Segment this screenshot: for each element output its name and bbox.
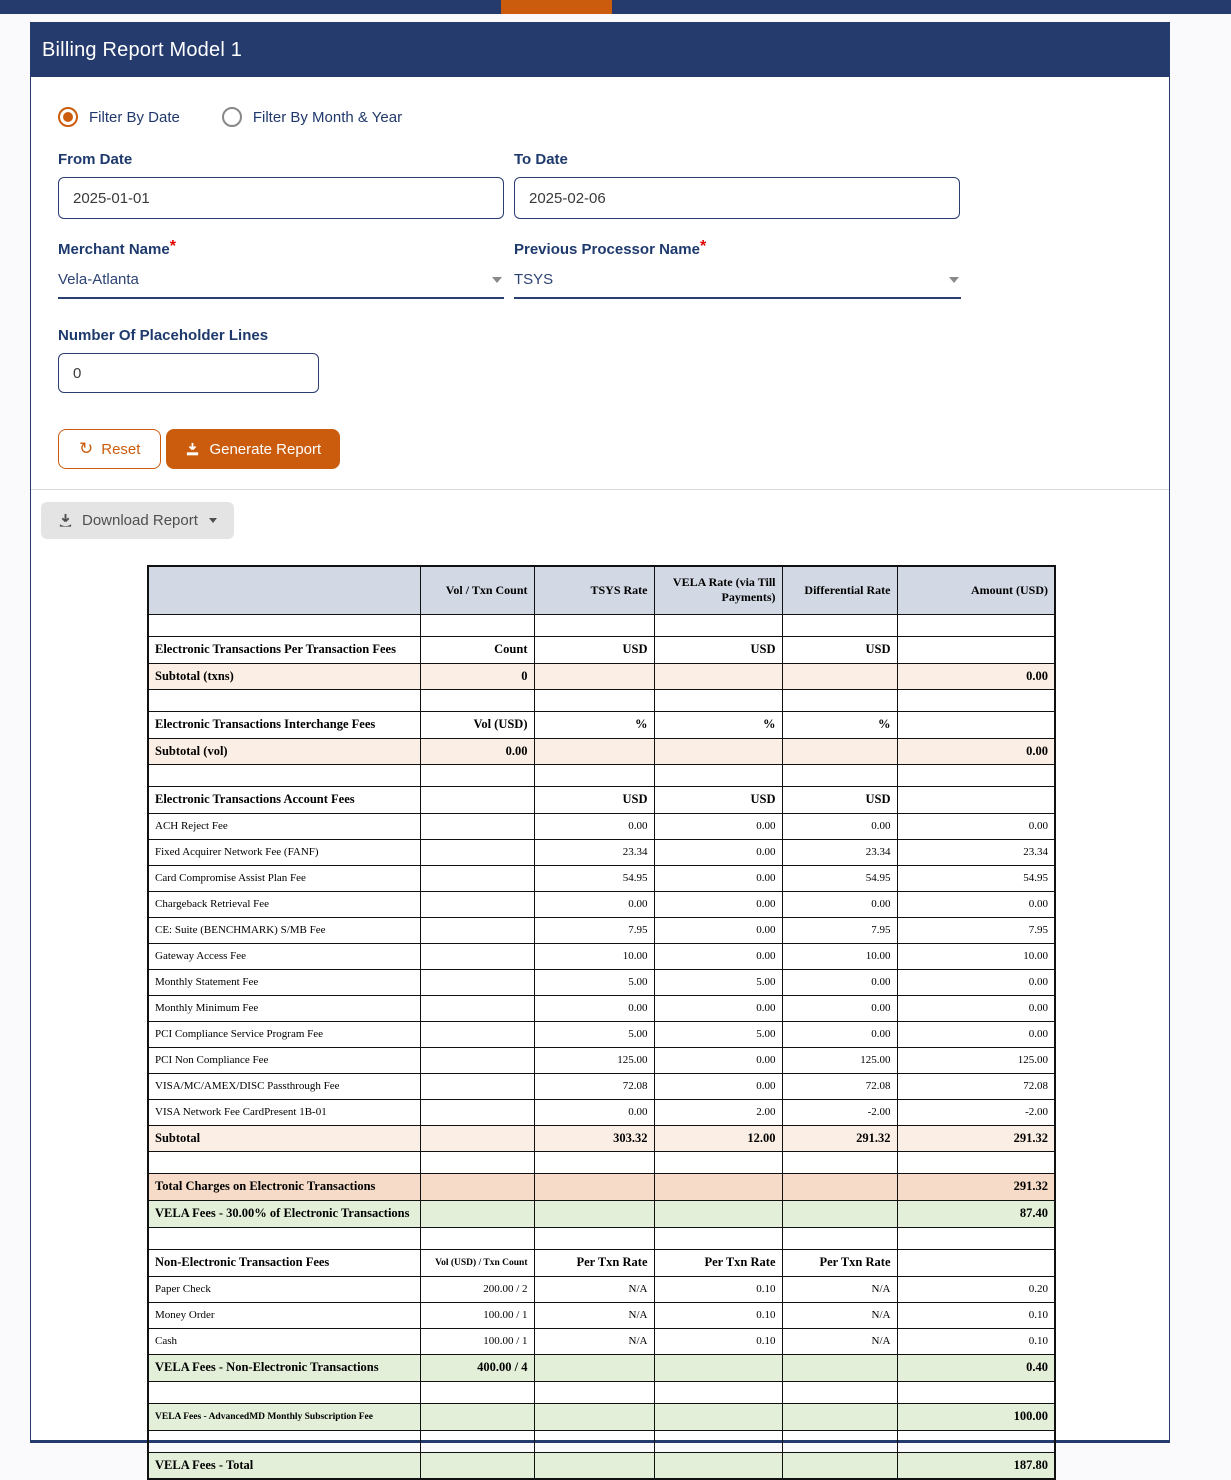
value-cell: 72.08 (782, 1073, 897, 1099)
row-label-cell (148, 1381, 420, 1403)
value-cell: 0.10 (654, 1276, 782, 1302)
table-row (148, 969, 1055, 995)
value-cell (420, 1381, 534, 1403)
value-cell (420, 995, 534, 1021)
download-report-button[interactable] (41, 502, 234, 539)
value-cell: 5.00 (534, 969, 654, 995)
value-cell (654, 1227, 782, 1249)
value-cell: Per Txn Rate (782, 1249, 897, 1276)
value-cell: 0.00 (534, 813, 654, 839)
active-nav-accent (501, 0, 612, 14)
table-row (148, 1430, 1055, 1452)
value-cell: 0.10 (897, 1328, 1055, 1354)
row-label-cell: VISA/MC/AMEX/DISC Passthrough Fee (148, 1073, 420, 1099)
table-row (148, 689, 1055, 711)
generate-report-icon (185, 442, 200, 457)
value-cell: USD (782, 636, 897, 663)
row-label-cell (148, 689, 420, 711)
value-cell (420, 1021, 534, 1047)
value-cell: 10.00 (534, 943, 654, 969)
value-cell: 303.32 (534, 1125, 654, 1151)
merchant-name-label (58, 238, 514, 258)
value-cell: 125.00 (782, 1047, 897, 1073)
value-cell: Vol (USD) / Txn Count (420, 1249, 534, 1276)
value-cell (534, 738, 654, 764)
column-header: Vol / Txn Count (420, 566, 534, 614)
value-cell (534, 1151, 654, 1173)
value-cell: 187.80 (897, 1452, 1055, 1479)
value-cell (654, 614, 782, 636)
value-cell (782, 614, 897, 636)
value-cell (897, 689, 1055, 711)
value-cell: 2.00 (654, 1099, 782, 1125)
value-cell: USD (654, 786, 782, 813)
table-row (148, 995, 1055, 1021)
value-cell (782, 1403, 897, 1430)
value-cell (782, 1227, 897, 1249)
report-table-body (148, 614, 1055, 1479)
table-row (148, 1276, 1055, 1302)
row-label-cell: VELA Fees - Total (148, 1452, 420, 1479)
row-label-cell: Card Compromise Assist Plan Fee (148, 865, 420, 891)
value-cell: 10.00 (782, 943, 897, 969)
value-cell: 0.00 (782, 813, 897, 839)
value-cell (420, 1073, 534, 1099)
table-row (148, 1302, 1055, 1328)
value-cell: Count (420, 636, 534, 663)
value-cell (420, 1173, 534, 1200)
value-cell (654, 764, 782, 786)
table-row (148, 1328, 1055, 1354)
value-cell: 0.00 (654, 995, 782, 1021)
value-cell (782, 738, 897, 764)
value-cell (420, 1125, 534, 1151)
page-title: Billing Report Model 1 (42, 38, 243, 61)
value-cell: USD (782, 786, 897, 813)
value-cell: -2.00 (782, 1099, 897, 1125)
column-header: TSYS Rate (534, 566, 654, 614)
value-cell (420, 1452, 534, 1479)
table-row (148, 1173, 1055, 1200)
value-cell (782, 689, 897, 711)
report-table (147, 565, 1056, 1480)
card-header (31, 23, 1169, 77)
value-cell (420, 1430, 534, 1452)
table-row (148, 1047, 1055, 1073)
value-cell (654, 1452, 782, 1479)
value-cell (897, 786, 1055, 813)
value-cell (420, 1200, 534, 1227)
value-cell (534, 764, 654, 786)
row-label-cell: Paper Check (148, 1276, 420, 1302)
value-cell: 0.20 (897, 1276, 1055, 1302)
value-cell: 7.95 (534, 917, 654, 943)
value-cell: 0.00 (897, 813, 1055, 839)
value-cell: 0.00 (654, 891, 782, 917)
value-cell: 72.08 (897, 1073, 1055, 1099)
value-cell: 100.00 / 1 (420, 1328, 534, 1354)
value-cell (897, 1381, 1055, 1403)
value-cell: N/A (782, 1302, 897, 1328)
value-cell: % (654, 711, 782, 738)
value-cell: 0.10 (654, 1302, 782, 1328)
value-cell: 200.00 / 2 (420, 1276, 534, 1302)
value-cell: 0.00 (782, 995, 897, 1021)
value-cell: 0.00 (534, 891, 654, 917)
value-cell (420, 969, 534, 995)
value-cell: 5.00 (534, 1021, 654, 1047)
table-row (148, 865, 1055, 891)
placeholder-lines-input[interactable] (58, 353, 319, 393)
value-cell: N/A (534, 1328, 654, 1354)
value-cell (654, 1173, 782, 1200)
value-cell (534, 663, 654, 689)
refresh-icon: ↻ (79, 438, 94, 459)
value-cell: 0.00 (782, 891, 897, 917)
generate-report-button-label: Generate Report (209, 440, 322, 458)
value-cell: 125.00 (897, 1047, 1055, 1073)
processor-name-select[interactable] (514, 267, 961, 299)
value-cell: 291.32 (897, 1173, 1055, 1200)
processor-name-label (514, 238, 1141, 258)
value-cell (534, 1452, 654, 1479)
table-row (148, 1021, 1055, 1047)
value-cell (420, 1047, 534, 1073)
reset-button[interactable] (58, 429, 161, 469)
value-cell: USD (654, 636, 782, 663)
value-cell: 0.00 (654, 865, 782, 891)
value-cell (420, 917, 534, 943)
table-row (148, 1249, 1055, 1276)
value-cell (420, 786, 534, 813)
value-cell: N/A (534, 1276, 654, 1302)
value-cell (897, 1151, 1055, 1173)
value-cell (420, 1151, 534, 1173)
value-cell (654, 1354, 782, 1381)
report-section (31, 490, 1169, 1480)
column-header: VELA Rate (via Till Payments) (654, 566, 782, 614)
value-cell: 0.00 (654, 917, 782, 943)
table-row (148, 1151, 1055, 1173)
value-cell: 0.00 (420, 738, 534, 764)
value-cell: 0.10 (897, 1302, 1055, 1328)
value-cell (654, 1381, 782, 1403)
required-asterisk: * (699, 238, 707, 255)
row-label-cell: Fixed Acquirer Network Fee (FANF) (148, 839, 420, 865)
row-label-cell: Subtotal (vol) (148, 738, 420, 764)
value-cell: 0.00 (534, 995, 654, 1021)
merchant-name-select[interactable] (58, 267, 504, 299)
value-cell: USD (534, 786, 654, 813)
value-cell: 7.95 (782, 917, 897, 943)
table-row (148, 1227, 1055, 1249)
filter-mode-radio-group (58, 107, 1141, 127)
value-cell: N/A (782, 1276, 897, 1302)
chevron-down-icon (209, 518, 217, 523)
value-cell (897, 614, 1055, 636)
row-label-cell: VISA Network Fee CardPresent 1B-01 (148, 1099, 420, 1125)
merchant-name-value: Vela-Atlanta (58, 271, 139, 288)
table-row (148, 839, 1055, 865)
value-cell: 0.00 (654, 839, 782, 865)
value-cell: -2.00 (897, 1099, 1055, 1125)
value-cell (534, 614, 654, 636)
row-label-cell: Total Charges on Electronic Transactions (148, 1173, 420, 1200)
row-label-cell: Cash (148, 1328, 420, 1354)
value-cell (420, 943, 534, 969)
row-label-cell: VELA Fees - AdvancedMD Monthly Subscription Fee (148, 1403, 420, 1430)
table-row (148, 1403, 1055, 1430)
value-cell: 54.95 (897, 865, 1055, 891)
chevron-down-icon (949, 277, 959, 283)
radio-label: Filter By Date (89, 108, 180, 126)
value-cell (654, 1430, 782, 1452)
value-cell (897, 1430, 1055, 1452)
row-label-cell: Subtotal (148, 1125, 420, 1151)
row-label-cell: PCI Non Compliance Fee (148, 1047, 420, 1073)
value-cell: 100.00 (897, 1403, 1055, 1430)
value-cell (534, 689, 654, 711)
row-label-cell: Monthly Statement Fee (148, 969, 420, 995)
table-row (148, 764, 1055, 786)
value-cell: Per Txn Rate (654, 1249, 782, 1276)
value-cell (782, 1430, 897, 1452)
value-cell: 0.00 (782, 969, 897, 995)
value-cell: 0 (420, 663, 534, 689)
row-label-cell: Subtotal (txns) (148, 663, 420, 689)
value-cell (654, 738, 782, 764)
value-cell: 0.40 (897, 1354, 1055, 1381)
value-cell (534, 1200, 654, 1227)
row-label-cell: Chargeback Retrieval Fee (148, 891, 420, 917)
value-cell: 0.00 (897, 891, 1055, 917)
value-cell: 0.00 (782, 1021, 897, 1047)
value-cell: 54.95 (782, 865, 897, 891)
required-asterisk: * (169, 238, 176, 255)
value-cell: 72.08 (534, 1073, 654, 1099)
value-cell (782, 1151, 897, 1173)
value-cell (420, 891, 534, 917)
value-cell: 5.00 (654, 1021, 782, 1047)
row-label-cell: Money Order (148, 1302, 420, 1328)
value-cell (897, 711, 1055, 738)
value-cell (654, 1151, 782, 1173)
value-cell: N/A (782, 1328, 897, 1354)
report-table-head (148, 566, 1055, 614)
table-row (148, 711, 1055, 738)
value-cell (782, 1173, 897, 1200)
value-cell (420, 689, 534, 711)
value-cell (897, 636, 1055, 663)
value-cell: 7.95 (897, 917, 1055, 943)
radio-filter-by-date[interactable] (58, 107, 180, 127)
table-row (148, 1381, 1055, 1403)
value-cell (534, 1173, 654, 1200)
from-date-label: From Date (58, 151, 133, 168)
value-cell: USD (534, 636, 654, 663)
value-cell: 0.00 (897, 738, 1055, 764)
table-row (148, 813, 1055, 839)
column-header (148, 566, 420, 614)
value-cell (654, 1200, 782, 1227)
value-cell: 54.95 (534, 865, 654, 891)
top-navigation-strip (0, 0, 1231, 14)
radio-selected-icon[interactable] (58, 107, 78, 127)
row-label-cell (148, 1151, 420, 1173)
value-cell: 87.40 (897, 1200, 1055, 1227)
value-cell: Vol (USD) (420, 711, 534, 738)
column-header: Differential Rate (782, 566, 897, 614)
table-row (148, 738, 1055, 764)
value-cell: % (782, 711, 897, 738)
radio-label: Filter By Month & Year (252, 108, 403, 126)
value-cell: 0.00 (654, 1073, 782, 1099)
value-cell: 0.00 (897, 969, 1055, 995)
table-row (148, 636, 1055, 663)
generate-report-button[interactable] (166, 429, 340, 469)
value-cell: N/A (534, 1302, 654, 1328)
billing-report-card (30, 22, 1170, 1472)
value-cell: 0.00 (897, 995, 1055, 1021)
row-label-cell: Electronic Transactions Account Fees (148, 786, 420, 813)
value-cell: Per Txn Rate (534, 1249, 654, 1276)
table-row (148, 786, 1055, 813)
value-cell (534, 1403, 654, 1430)
value-cell: 125.00 (534, 1047, 654, 1073)
value-cell (420, 813, 534, 839)
value-cell (782, 1200, 897, 1227)
value-cell: 23.34 (534, 839, 654, 865)
to-date-label: To Date (514, 151, 568, 168)
value-cell (420, 614, 534, 636)
table-row (148, 891, 1055, 917)
value-cell: 0.00 (897, 663, 1055, 689)
value-cell: 10.00 (897, 943, 1055, 969)
processor-name-value: TSYS (514, 271, 554, 288)
table-header-row (148, 566, 1055, 614)
table-row (148, 614, 1055, 636)
value-cell: 12.00 (654, 1125, 782, 1151)
row-label-cell (148, 1430, 420, 1452)
row-label-cell: Electronic Transactions Interchange Fees (148, 711, 420, 738)
value-cell: 291.32 (782, 1125, 897, 1151)
radio-unselected-icon[interactable] (222, 107, 242, 127)
value-cell: 400.00 / 4 (420, 1354, 534, 1381)
from-date-input[interactable] (58, 177, 504, 219)
value-cell: 0.10 (654, 1328, 782, 1354)
download-icon (58, 513, 73, 528)
table-row (148, 1452, 1055, 1479)
reset-button-label: Reset (101, 440, 141, 458)
value-cell (420, 1227, 534, 1249)
row-label-cell: VELA Fees - Non-Electronic Transactions (148, 1354, 420, 1381)
value-cell (897, 764, 1055, 786)
row-label-cell: Electronic Transactions Per Transaction Fees (148, 636, 420, 663)
to-date-input[interactable] (514, 177, 960, 219)
value-cell: 0.00 (654, 813, 782, 839)
row-label-cell (148, 764, 420, 786)
value-cell (534, 1381, 654, 1403)
value-cell (782, 764, 897, 786)
value-cell (420, 1403, 534, 1430)
value-cell (420, 764, 534, 786)
table-row (148, 943, 1055, 969)
value-cell (782, 663, 897, 689)
value-cell (897, 1249, 1055, 1276)
table-row (148, 1125, 1055, 1151)
value-cell (534, 1430, 654, 1452)
table-row (148, 1099, 1055, 1125)
placeholder-lines-label: Number Of Placeholder Lines (58, 327, 269, 344)
row-label-cell: Non-Electronic Transaction Fees (148, 1249, 420, 1276)
value-cell: 0.00 (654, 943, 782, 969)
column-header: Amount (USD) (897, 566, 1055, 614)
value-cell (420, 865, 534, 891)
table-row (148, 917, 1055, 943)
value-cell: 5.00 (654, 969, 782, 995)
value-cell (654, 1403, 782, 1430)
value-cell: 100.00 / 1 (420, 1302, 534, 1328)
value-cell (782, 1354, 897, 1381)
row-label-cell: VELA Fees - 30.00% of Electronic Transactions (148, 1200, 420, 1227)
value-cell: % (534, 711, 654, 738)
table-row (148, 1200, 1055, 1227)
chevron-down-icon (492, 277, 502, 283)
table-row (148, 1073, 1055, 1099)
row-label-cell: Gateway Access Fee (148, 943, 420, 969)
row-label-cell: CE: Suite (BENCHMARK) S/MB Fee (148, 917, 420, 943)
value-cell (654, 663, 782, 689)
row-label-cell: PCI Compliance Service Program Fee (148, 1021, 420, 1047)
value-cell: 23.34 (897, 839, 1055, 865)
value-cell (420, 1099, 534, 1125)
row-label-cell: ACH Reject Fee (148, 813, 420, 839)
value-cell (420, 839, 534, 865)
row-label-cell (148, 1227, 420, 1249)
value-cell (534, 1354, 654, 1381)
value-cell: 0.00 (534, 1099, 654, 1125)
row-label-cell: Monthly Minimum Fee (148, 995, 420, 1021)
value-cell: 0.00 (897, 1021, 1055, 1047)
processor-name-label-text: Previous Processor Name (514, 241, 700, 258)
value-cell (782, 1381, 897, 1403)
filter-form (31, 77, 1169, 490)
radio-filter-by-month-year[interactable] (222, 107, 402, 127)
value-cell (654, 689, 782, 711)
table-row (148, 1354, 1055, 1381)
value-cell (782, 1452, 897, 1479)
value-cell (534, 1227, 654, 1249)
row-label-cell (148, 614, 420, 636)
download-report-label: Download Report (82, 512, 198, 529)
value-cell: 23.34 (782, 839, 897, 865)
value-cell: 0.00 (654, 1047, 782, 1073)
table-row (148, 663, 1055, 689)
value-cell: 291.32 (897, 1125, 1055, 1151)
value-cell (897, 1227, 1055, 1249)
merchant-name-label-text: Merchant Name (58, 241, 170, 258)
